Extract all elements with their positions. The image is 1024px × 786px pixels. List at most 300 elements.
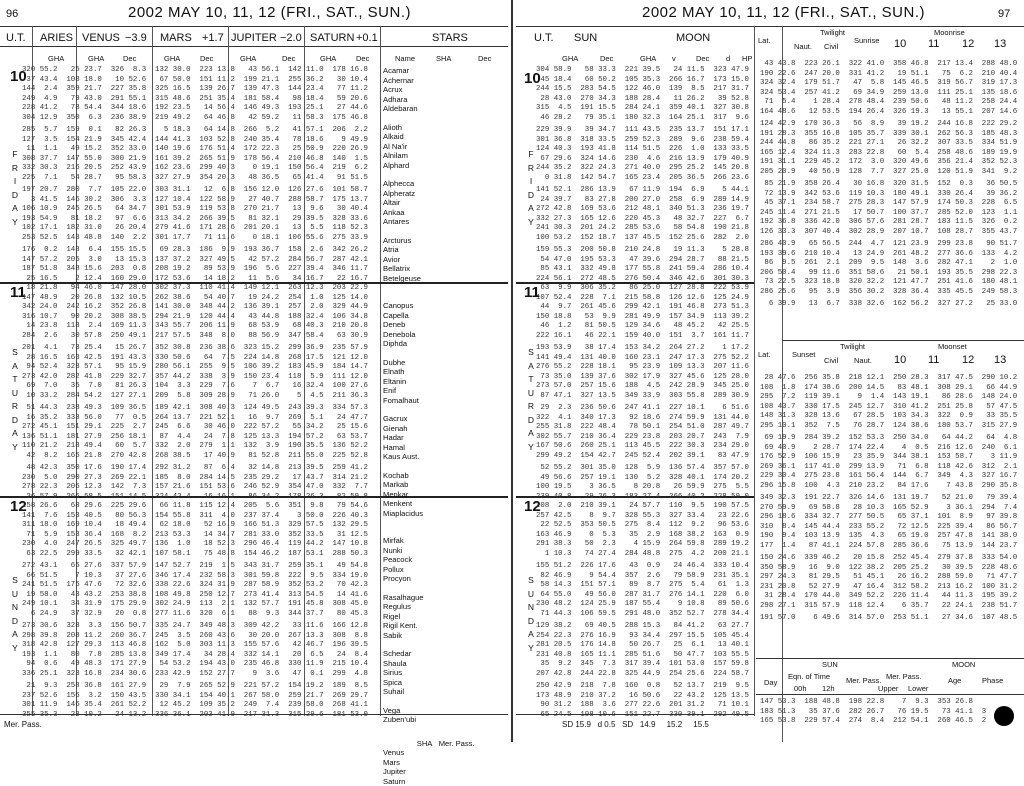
sub-aries-gha: GHA — [48, 54, 64, 63]
moonbox-upper: Upper — [878, 684, 898, 693]
table-row: 124 40.3 193 41.8 114 51.5 226 1.0 133 33.5 — [536, 145, 754, 155]
ms-date-13: 13 — [994, 354, 1006, 366]
table-row: 147 53.3 188 48.8 198 22.8 7 9.3 353 26.8 — [760, 698, 990, 708]
table-row: 258 26.6 68 29.6 225 29.6 66 11.8 115 12.4 205 5.6 351 9.8 79 54.6 — [22, 502, 380, 512]
planet-name: Jupiter — [383, 767, 505, 777]
table-row: 244 15.5 283 54.5 122 46.0 139 8.5 217 31.7 — [536, 85, 754, 95]
table-row: 19 58.0 43 43.2 253 38.8 108 49.8 250 12.7 273 41.4 313 54.5 14 41.6 — [22, 591, 380, 601]
star-name: Nunki — [383, 546, 505, 556]
sub-jup-dec: Dec — [282, 54, 295, 63]
table-row: 90 31.2 188 3.6 277 22.6 201 31.2 71 10.1 — [536, 701, 754, 711]
r-sub-dec: Dec — [600, 54, 613, 63]
table-row: 349 32.3 191 22.7 326 14.6 131 19.7 52 21.0 79 39.4 — [760, 494, 1022, 504]
table-row: 269 36.1 117 41.0 299 13.9 71 6.8 118 42.6 312 2.1 — [760, 463, 1022, 473]
table-row: 0 31.8 142 54.7 165 23.4 205 36.5 266 23.6 — [536, 174, 754, 184]
table-row: 63 22.5 299 33.5 32 42.1 107 58.1 75 48.8 154 46.2 187 53.1 288 50.3 — [22, 550, 380, 560]
r-footer-sd: SD 15.9 d 0.5 SD 14.9 15.2 15.5 — [562, 720, 709, 729]
col-aries: ARIES — [40, 32, 73, 44]
table-row: 241 51.5 175 47.6 72 32.6 338 22.6 324 31.9 287 58.9 352 53.2 70 42.3 — [22, 581, 380, 591]
sub-sat-dec: Dec — [356, 54, 369, 63]
table-row: 48 42.3 350 17.6 190 17.4 292 31.2 87 6.4 32 14.8 213 39.5 259 41.2 — [22, 464, 380, 474]
left-page-number: 96 — [6, 8, 18, 20]
sunbox-12h: 12h — [822, 684, 835, 693]
table-row: 190 9.4 103 13.9 135 4.3 65 19.0 257 47.8 141 38.0 — [760, 532, 1022, 542]
table-row: 64 55.0 49 56.0 287 31.7 276 14.1 220 6.0 — [536, 591, 754, 601]
table-row: 298 39.8 208 11.2 260 36.7 245 3.5 260 43.6 30 20.0 267 13.3 308 8.8 — [22, 632, 380, 642]
table-row: 6 24.9 37 32.9 20 0.8 277 11.6 320 6.1 88 9.3 344 37.7 80 45.3 — [22, 610, 380, 620]
col-venus: VENUS — [82, 32, 120, 44]
star-name: Miaplacidus — [383, 509, 505, 519]
sunbox-00h: 00h — [794, 684, 807, 693]
star-name: Gacrux — [383, 414, 505, 424]
r-sub-gha: GHA — [562, 54, 578, 63]
table-row: 25 16.5 2 12.4 160 29.0 172 53.6 14 18.2 11 5.6 34 16.7 22 16.7 — [22, 275, 380, 285]
sunbox-eqn: Eqn. of Time — [788, 672, 830, 681]
table-row: 31 28.4 170 44.0 349 52.2 226 11.4 44 11.3 195 39.2 — [760, 592, 1022, 602]
table-row: 42 8.2 165 21.8 270 42.8 268 38.5 17 40.9 81 52.8 211 55.0 225 52.8 — [22, 452, 380, 462]
table-row: 163 46.9 0 5.3 35 2.9 168 38.2 163 0.9 — [536, 531, 754, 541]
table-row: 286 40.9 65 56.5 244 4.7 121 23.9 299 23.8 90 51.7 — [760, 240, 1022, 250]
sub-jup-gha: GHA — [240, 54, 256, 63]
col-saturn-mag: +0.1 — [356, 32, 378, 44]
right-page-number: 97 — [998, 8, 1010, 20]
table-row: 43 43.8 223 26.1 322 41.0 358 46.8 217 13.4 288 48.0 — [760, 60, 1022, 70]
planet-name: Venus — [383, 748, 505, 758]
table-row: 230 5.0 290 27.3 269 22.1 185 8.0 284 14.5 235 29.2 17 43.7 314 21.2 — [22, 474, 380, 484]
star-name: Diphda — [383, 339, 505, 349]
table-row: 14 23.8 118 2.4 169 11.3 343 55.7 206 11.9 68 53.9 68 40.3 210 20.8 — [22, 322, 380, 332]
table-row: 296 15.8 100 4.3 210 23.2 84 17.6 7 43.8 290 35.8 — [760, 482, 1022, 492]
table-row: 255 31.8 222 48.4 78 50.1 254 51.0 287 49.7 — [536, 423, 754, 433]
table-row: 183 51.3 35 37.6 282 26.7 76 19.5 73 41.1 3 — [760, 708, 990, 718]
star-name: Alphecca — [383, 179, 505, 189]
star-name: Dubhe — [383, 358, 505, 368]
table-row: 100 53.2 152 18.7 137 45.5 152 25.6 282 2.0 — [536, 234, 754, 244]
moonbox-merpass: Mer. Pass. — [886, 672, 921, 681]
table-row: 273 57.0 257 15.6 188 4.5 242 28.9 345 25.0 — [536, 382, 754, 392]
star-name: Alphard — [383, 161, 505, 171]
star-name: Al Na'ir — [383, 142, 505, 152]
star-name: Denebola — [383, 330, 505, 340]
table-row: 239 40.8 29 26.3 183 27.4 266 40.2 228 59.0 — [536, 493, 754, 503]
tw-moonrise: Moonrise — [934, 28, 965, 37]
table-row: 249 10.1 34 31.9 175 29.9 302 24.9 113 2.1 132 57.7 191 45.8 308 45.0 — [22, 600, 380, 610]
tw2-lat: Lat. — [758, 350, 771, 359]
table-row: 193 54.9 81 18.2 97 6.6 313 34.2 266 39.5 81 32.1 29 39.5 328 33.6 — [22, 215, 380, 225]
left-ephemeris-table — [22, 66, 380, 712]
table-row: 176 0.2 148 6.4 155 15.5 69 28.3 186 9.9 193 36.7 158 2.6 342 26.2 — [22, 246, 380, 256]
table-row: 71 5.4 1 28.4 278 48.4 239 50.6 48 11.2 258 24.4 — [760, 98, 1022, 108]
table-row: 286 25.6 95 3.9 356 30.2 328 36.4 335 45.5 249 58.3 — [760, 288, 1022, 298]
sub-sat-gha: GHA — [320, 54, 336, 63]
col-venus-mag: −3.9 — [125, 32, 147, 44]
page-gutter — [511, 0, 513, 742]
table-row: 192 36.8 336 42.0 306 57.6 281 28.7 183 11.5 326 0.2 — [760, 218, 1022, 228]
table-row: 22 52.5 353 50.5 275 8.4 112 9.2 96 53.6 — [536, 521, 754, 531]
table-row: 298 27.1 315 57.9 118 12.4 6 35.7 22 24.1 238 51.7 — [760, 602, 1022, 612]
table-row: 350 58.9 16 9.0 122 38.2 205 25.2 30 39.5 228 48.6 — [760, 564, 1022, 574]
table-row: 176 52.9 106 15.9 23 35.9 344 38.1 153 58.7 3 11.9 — [760, 453, 1022, 463]
table-row: 46 1.2 81 50.5 129 34.6 48 45.2 42 25.5 — [536, 322, 754, 332]
star-name: Spica — [383, 678, 505, 688]
moonbox-age: Age — [948, 676, 961, 685]
table-row: 231 20.8 52 27.9 47 16.4 312 58.2 213 16.2 100 31.2 — [760, 583, 1022, 593]
star-name: Shaula — [383, 659, 505, 669]
table-row: 332 30.3 216 20.5 252 43.9 162 23.6 299 40.3 0 19.1 150 56.4 219 6.2 — [22, 164, 380, 174]
table-row: 35 9.2 345 7.3 317 39.4 101 53.0 157 59.8 — [536, 660, 754, 670]
table-row: 301 36.8 318 33.5 259 52.3 289 9.6 238 59.4 — [536, 136, 754, 146]
table-row: 230 48.2 124 25.9 187 55.4 9 10.8 89 50.6 — [536, 600, 754, 610]
star-name: Markab — [383, 480, 505, 490]
day-12-name: S U N D A Y — [10, 574, 20, 655]
table-row: 46 28.2 79 35.1 180 32.3 164 25.1 317 9.6 — [536, 114, 754, 124]
r-day-11-label: 11 — [524, 284, 540, 301]
day-11-label: 11 — [10, 284, 26, 301]
table-row: 167 50.6 260 25.1 113 45.5 222 30.3 234 29.0 — [536, 442, 754, 452]
star-name: Ankaa — [383, 208, 505, 218]
table-row: 108 1.8 174 38.6 200 14.5 83 48.1 308 29.1 66 44.9 — [760, 384, 1022, 394]
sub-venus-gha: GHA — [88, 54, 104, 63]
table-row: 272 42.8 169 53.6 212 48.1 340 51.3 236 19.7 — [536, 205, 754, 215]
table-row: 285 5.7 159 0.1 82 26.3 5 18.3 64 14.8 266 5.2 41 57.1 206 2.2 — [22, 126, 380, 136]
table-row: 193 1.1 80 7.8 285 13.8 349 17.4 34 28.4 332 14.1 20 6.5 24 8.4 — [22, 651, 380, 661]
table-row: 26 57.9 266 58.5 151 14.5 324 42.4 16 16.1 86 34.2 178 26.3 82 59.8 — [22, 493, 380, 503]
table-row: 295 10.1 352 7.5 76 28.7 124 38.6 180 53.7 315 27.9 — [760, 422, 1022, 432]
ms-date-12: 12 — [962, 354, 974, 366]
star-name: Rigil Kent. — [383, 621, 505, 631]
sub-mars-dec: Dec — [200, 54, 213, 63]
r-day-11-name: S A T U R D A Y — [526, 346, 536, 454]
sunbox-title: SUN — [822, 660, 838, 669]
table-row: 250 42.9 218 7.8 160 0.8 52 13.7 219 9.5 — [536, 682, 754, 692]
table-row: 322 4.1 340 17.3 92 18.6 274 59.9 131 44.0 — [536, 414, 754, 424]
tw2-naut: Naut. — [854, 356, 872, 365]
r-col-ut: U.T. — [534, 32, 554, 44]
r-sub-d: d — [726, 54, 730, 63]
star-name: Hadar — [383, 433, 505, 443]
table-row: 222 16.1 46 22.1 159 40.0 151 3.7 161 11.7 — [536, 332, 754, 342]
table-row: 52 55.2 301 35.0 128 5.9 136 57.4 357 57.0 — [536, 464, 754, 474]
star-name: Schedar — [383, 649, 505, 659]
table-row: 107 52.4 228 7.1 215 58.8 126 12.6 125 24.9 — [536, 294, 754, 304]
left-mer-pass: Mer. Pass. — [4, 720, 42, 729]
table-row: 6 39.9 13 6.7 338 32.6 162 56.2 327 27.2 25 33.0 — [760, 300, 1022, 310]
left-page-title: 2002 MAY 10, 11, 12 (FRI., SAT., SUN.) — [128, 4, 411, 21]
table-row: 73 35.0 139 37.6 302 17.9 327 45.6 125 28.0 — [536, 373, 754, 383]
tw-twilight: Twilight — [820, 28, 845, 37]
sunbox-day: Day — [764, 678, 777, 687]
star-name: Betelgeuse — [383, 274, 505, 284]
star-name: Procyon — [383, 574, 505, 584]
table-row: 244 44.8 86 35.2 221 27.1 26 32.2 307 33.5 334 51.9 — [760, 139, 1022, 149]
table-row: 127 3.5 154 21.9 345 42.4 144 41.3 103 52.8 240 35.4 78 18.6 9 49.9 — [22, 136, 380, 146]
table-row: 284 2.6 30 57.8 250 49.1 217 57.5 348 8.0 88 56.9 347 58.4 63 30.9 — [22, 332, 380, 342]
r-col-moon: MOON — [676, 32, 710, 44]
table-row: 136 51.1 181 27.9 256 18.1 87 4.4 24 7.8 125 13.3 194 57.2 63 53.7 — [22, 433, 380, 443]
star-name: Hamal — [383, 443, 505, 453]
star-name: Sabik — [383, 631, 505, 641]
tw-sunrise: Sunrise — [854, 36, 879, 45]
star-name: Atria — [383, 245, 505, 255]
table-row: 272 45.1 151 29.1 225 2.7 245 6.6 30 46.0 222 57.2 55 34.2 25 15.6 — [22, 423, 380, 433]
table-row: 165 53.8 229 57.4 274 8.4 212 54.1 260 46.5 2 — [760, 717, 990, 727]
table-row: 85 43.1 332 49.8 177 55.8 241 59.4 286 10.4 — [536, 265, 754, 275]
mr-date-12: 12 — [962, 38, 974, 50]
table-row: 237 52.6 156 3.2 150 43.5 330 34.1 154 40.1 267 58.0 259 21.7 269 29.7 — [22, 692, 380, 702]
table-row: 257 42.5 8 9.7 328 55.3 327 33.4 23 22.6 — [536, 512, 754, 522]
moonbox-phase: Phase — [982, 676, 1003, 685]
r-col-sun: SUN — [574, 32, 597, 44]
table-row: 310 8.4 145 44.4 233 55.2 72 12.5 225 39.4 86 56.7 — [760, 523, 1022, 533]
star-name: Menkar — [383, 490, 505, 500]
r-day-10-name: F R I D A Y — [526, 148, 536, 229]
table-row: 82 46.9 9 54.4 357 2.6 79 58.9 231 35.1 — [536, 572, 754, 582]
sub-star-dec: Dec — [478, 54, 491, 63]
table-row: 230 4.0 247 26.5 325 49.7 136 1.0 18 52.3 296 46.4 119 44.2 147 10.8 — [22, 540, 380, 550]
table-row: 150 24.6 339 46.2 20 15.8 252 45.4 279 37.8 333 54.0 — [760, 554, 1022, 564]
table-row: 301 11.9 146 35.4 261 52.2 12 45.2 109 35.2 249 7.4 239 58.0 268 41.1 — [22, 701, 380, 711]
table-row: 3 41.5 146 30.2 306 3.3 127 10.4 122 58.9 27 40.7 288 58.7 175 13.7 — [22, 196, 380, 206]
table-row: 197 20.7 280 7.7 105 22.0 303 31.1 12 6.8 156 12.0 126 27.6 101 58.7 — [22, 186, 380, 196]
star-name: Rasalhague — [383, 593, 505, 603]
table-row: 141 52.1 286 13.9 67 11.9 194 6.9 5 44.1 — [536, 186, 754, 196]
table-row: 44 9.7 261 45.6 299 42.1 191 46.8 273 51.3 — [536, 303, 754, 313]
table-row: 308 37.7 147 55.0 300 21.9 161 39.2 265 51.9 178 56.4 210 46.8 140 1.5 — [22, 155, 380, 165]
table-row: 58 14.3 151 57.1 89 8.7 275 5.4 61 1.3 — [536, 581, 754, 591]
star-name: Menkent — [383, 499, 505, 509]
table-row: 229 39.9 39 34.7 111 43.5 235 13.7 151 17.1 — [536, 126, 754, 136]
table-row: 150 18.8 53 9.9 281 49.9 157 34.9 113 39.2 — [536, 313, 754, 323]
r-sub-hp: HP — [742, 54, 752, 63]
table-row: 100 19.5 3 36.5 8 20.8 26 59.9 275 5.5 — [536, 483, 754, 493]
mr-date-11: 11 — [928, 38, 939, 50]
table-row: 296 18.6 334 32.7 277 50.5 65 37.1 101 8.9 97 39.8 — [760, 513, 1022, 523]
sub-star-sha: SHA — [436, 54, 451, 63]
table-row: 193 39.6 210 10.4 13 24.9 261 48.2 277 36.6 133 4.2 — [760, 250, 1022, 260]
tw2-civil: Civil — [824, 356, 838, 365]
star-name: Gienah — [383, 424, 505, 434]
star-name: Peacock — [383, 555, 505, 565]
left-page — [0, 0, 508, 742]
table-row: 241 30.3 201 24.2 285 53.6 58 54.8 190 21.8 — [536, 224, 754, 234]
table-row: 1 10.3 74 27.4 284 48.8 275 4.2 200 21.1 — [536, 550, 754, 560]
tw-civil: Civil — [824, 42, 838, 51]
table-row: 67 29.6 324 14.6 230 4.6 216 13.9 179 40.9 — [536, 155, 754, 165]
table-row: 272 43.1 65 27.6 337 57.9 147 52.7 219 1.5 343 31.7 259 35.1 49 54.8 — [22, 562, 380, 572]
table-row: 278 22.3 206 12.3 142 7.3 157 21.6 151 53.6 246 52.9 354 47.0 332 7.7 — [22, 483, 380, 493]
star-name: Mirfak — [383, 536, 505, 546]
table-row: 129 38.2 69 40.5 288 15.3 84 41.2 63 27.7 — [536, 622, 754, 632]
table-row: 273 30.6 328 3.3 156 50.7 335 24.7 349 48.3 309 42.2 33 11.6 166 12.8 — [22, 622, 380, 632]
table-row: 320 55.2 25 23.7 326 8.3 132 30.0 223 13.8 43 56.1 142 11.0 178 16.8 — [22, 66, 380, 76]
star-name: Kochab — [383, 471, 505, 481]
col-stars: STARS — [432, 32, 468, 44]
table-row: 318 42.8 127 29.3 113 46.8 162 5.0 303 11.3 155 57.6 42 46.7 196 39.5 — [22, 641, 380, 651]
star-name: Adhara — [383, 95, 505, 105]
table-row: 207 42.8 244 22.8 325 44.9 254 25.6 224 58.7 — [536, 670, 754, 680]
star-name: Antares — [383, 217, 505, 227]
table-row: 245 11.4 271 21.5 17 50.7 100 37.7 285 52.0 123 1.1 — [760, 209, 1022, 219]
table-row: 144 2.4 359 21.7 227 35.8 325 16.5 139 26.7 139 47.3 144 23.4 77 11.2 — [22, 85, 380, 95]
table-row: 110 21.2 218 49.4 60 5.7 332 2.0 279 1.1 132 3.9 190 35.5 136 52.2 — [22, 442, 380, 452]
day-12-label: 12 — [10, 498, 27, 515]
table-row: 28 16.5 163 42.5 191 43.3 330 50.6 64 7.5 224 14.8 268 17.5 121 12.0 — [22, 354, 380, 364]
table-row: 193 53.9 38 17.4 153 34.2 264 27.2 1 17.2 — [536, 344, 754, 354]
sunbox-merpass: Mer. Pass. — [846, 676, 881, 685]
table-row: 66 51.5 7 10.3 37 27.6 346 17.4 232 58.3 301 59.8 222 9.5 334 19.0 — [22, 572, 380, 582]
star-name: Suhail — [383, 687, 505, 697]
star-list — [383, 66, 505, 706]
sub-mars-gha: GHA — [164, 54, 180, 63]
table-row: 69 19.9 284 39.2 152 53.3 250 34.0 64 44.2 64 4.8 — [760, 434, 1022, 444]
table-row: 45 18.4 60 50.2 105 35.3 266 16.7 173 15.0 — [536, 76, 754, 86]
star-name: Regulus — [383, 602, 505, 612]
table-row: 173 48.9 210 37.2 16 50.6 22 43.2 125 13.5 — [536, 692, 754, 702]
tw2-twilight: Twilight — [840, 342, 865, 351]
star-name: Altair — [383, 198, 505, 208]
r-day-10-label: 10 — [524, 70, 541, 87]
table-row: 316 10.7 90 20.2 308 38.5 294 21.9 120 44.4 43 44.8 188 32.4 106 34.8 — [22, 313, 380, 323]
table-row: 332 27.3 165 12.6 220 45.3 48 32.7 227 6.7 — [536, 215, 754, 225]
table-row: 106 10.9 245 26.5 64 34.7 301 53.9 119 53.8 270 21.7 13 9.6 30 40.4 — [22, 205, 380, 215]
col-saturn: SATURN — [310, 32, 354, 44]
star-name: Avior — [383, 255, 505, 265]
tw-naut: Naut. — [794, 42, 812, 51]
table-row: 254 22.3 276 16.9 93 34.4 297 15.5 105 45.4 — [536, 632, 754, 642]
tw2-sunset: Sunset — [792, 350, 815, 359]
table-row: 45 37.1 234 58.7 275 28.3 147 57.9 174 50.3 228 6.5 — [760, 199, 1022, 209]
table-row: 86 9.5 261 2.1 209 9.5 148 3.6 282 47.1 2 1.0 — [760, 259, 1022, 269]
mr-date-10: 10 — [894, 38, 906, 50]
star-name: Bellatrix — [383, 264, 505, 274]
table-row: 124 42.9 170 36.3 56 8.9 39 19.2 244 16.8 222 29.2 — [760, 120, 1022, 130]
star-name: Canopus — [383, 301, 505, 311]
table-row: 29 2.3 236 50.6 247 41.1 227 10.1 6 51.6 — [536, 404, 754, 414]
star-name: Alioth — [383, 123, 505, 133]
table-row: 10 33.2 284 54.2 127 27.1 209 5.8 309 28.9 71 26.0 5 4.5 211 36.3 — [22, 392, 380, 402]
table-row: 69 40.9 2 28.7 174 22.4 4 0.5 216 12.6 240 6.1 — [760, 444, 1022, 454]
star-name: Eltanin — [383, 377, 505, 387]
table-row: 72 13.9 342 53.6 119 10.3 180 49.1 330 26.4 39 36.2 — [760, 190, 1022, 200]
table-row: 187 51.8 348 15.6 203 0.8 208 19.2 89 53.9 196 5.6 227 39.4 346 11.7 — [22, 265, 380, 275]
mr-date-13: 13 — [994, 38, 1006, 50]
table-row: 37 43.4 108 18.0 10 52.6 67 50.0 151 11.2 199 21.1 255 36.2 30 10.4 — [22, 76, 380, 86]
table-row: 24 39.7 83 27.8 200 27.0 258 6.9 289 14.9 — [536, 196, 754, 206]
col-jupiter: JUPITER — [231, 32, 277, 44]
table-row: 299 49.2 154 42.7 245 52.4 202 39.1 83 47.9 — [536, 452, 754, 462]
table-row: 201 4.1 73 25.4 15 26.7 352 30.8 236 38.6 323 15.2 299 36.9 235 57.9 — [22, 344, 380, 354]
table-row: 159 55.3 200 50.8 210 24.8 19 11.3 5 28.8 — [536, 246, 754, 256]
r-sub-moon-dec: Dec — [696, 54, 709, 63]
tw-lat: Lat. — [758, 36, 771, 45]
table-row: 191 57.0 6 49.6 314 57.0 253 51.1 27 34.6 107 48.5 — [760, 614, 1022, 624]
table-row: 94 0.6 49 48.3 171 27.9 54 53.2 194 43.0 235 46.8 330 11.9 215 10.4 — [22, 660, 380, 670]
table-row: 304 12.9 350 6.3 236 38.9 219 49.2 64 46.8 42 59.2 11 58.3 175 46.8 — [22, 114, 380, 124]
table-row: 324 32.4 179 51.7 47 5.8 145 46.5 319 56.7 319 17.3 — [760, 79, 1022, 89]
table-row: 16 35.2 333 56.0 77 0.5 264 13.7 221 52.1 16 9.7 269 5.1 24 47.7 — [22, 414, 380, 424]
col-mars-mag: +1.7 — [202, 32, 224, 44]
table-row: 302 55.7 210 36.4 229 23.8 203 20.7 243 7.9 — [536, 433, 754, 443]
table-row: 311 18.0 169 10.4 18 49.4 62 18.0 52 16.9 166 51.3 329 57.5 132 29.5 — [22, 521, 380, 531]
planet-sha-header: SHA Mer. Pass. — [383, 739, 505, 749]
table-row: 87 47.1 327 13.5 349 33.9 303 55.8 289 30.9 — [536, 392, 754, 402]
table-row: 165 12.4 324 11.3 283 22.8 60 5.4 258 48.6 189 19.9 — [760, 149, 1022, 159]
table-row: 85 21.9 358 26.4 30 16.8 320 31.5 152 0.3 36 50.5 — [760, 180, 1022, 190]
table-row: 342 24.0 242 16.2 352 26.8 141 30.0 348 44.2 136 39.1 257 2.0 329 44.9 — [22, 303, 380, 313]
day-10-name: F R I D A Y — [10, 148, 20, 229]
table-row: 155 51.2 226 17.6 43 0.9 24 46.4 333 10.4 — [536, 562, 754, 572]
sub-venus-dec: Dec — [123, 54, 136, 63]
star-name: Alnilam — [383, 151, 505, 161]
r-sub-moon-gha: GHA — [640, 54, 656, 63]
planet-name: Saturn — [383, 777, 505, 786]
table-row: 191 31.1 229 45.2 172 3.0 320 49.6 356 21.4 352 52.3 — [760, 158, 1022, 168]
table-row: 228 41.2 78 54.4 344 18.6 192 23.5 14 56.4 146 49.3 193 25.1 27 44.6 — [22, 104, 380, 114]
table-row: 51 44.3 238 49.3 109 36.5 189 42.1 308 40.3 124 49.5 243 39.3 334 57.3 — [22, 404, 380, 414]
sub-star-name: Name — [395, 54, 415, 63]
table-row: 18 21.8 94 46.0 147 28.0 302 37.3 110 41.4 149 12.1 263 12.3 203 22.9 — [22, 284, 380, 294]
table-row: 190 22.6 247 20.0 331 41.2 19 51.1 75 6.2 210 40.4 — [760, 70, 1022, 80]
table-row: 54 47.0 195 53.3 47 39.6 294 28.7 88 21.5 — [536, 256, 754, 266]
table-row: 28 47.6 256 35.8 218 12.1 250 28.3 317 47.5 290 10.2 — [760, 374, 1022, 384]
star-name: Arcturus — [383, 236, 505, 246]
star-name: Capella — [383, 311, 505, 321]
day-11-name: S A T U R D A Y — [10, 346, 20, 454]
table-row: 229 30.4 275 23.8 161 56.4 144 6.7 349 4.3 327 16.7 — [760, 472, 1022, 482]
table-row: 315 4.5 191 15.5 284 24.1 359 40.1 327 30.8 — [536, 104, 754, 114]
star-name: Enif — [383, 386, 505, 396]
table-row: 355 35.3 23 10.2 24 13.2 336 36.1 203 41.9 217 31.3 315 29.6 181 53.0 — [22, 711, 380, 721]
table-row: 65 24.5 108 10.6 151 22.7 330 39.1 292 49.5 — [536, 711, 754, 721]
star-name: Acamar — [383, 66, 505, 76]
table-row: 71 5.9 153 36.4 168 8.2 213 53.3 14 34.7 281 33.0 352 33.5 31 12.5 — [22, 531, 380, 541]
planet-name: Mars — [383, 758, 505, 768]
table-row: 270 59.9 69 58.8 28 10.3 165 52.9 3 36.1 294 7.4 — [760, 504, 1022, 514]
table-row: 276 55.2 228 18.1 95 23.9 109 13.3 207 11.6 — [536, 363, 754, 373]
star-name: Acrux — [383, 85, 505, 95]
table-row: 141 49.4 131 40.0 160 23.1 247 17.3 275 52.2 — [536, 354, 754, 364]
day-10-label: 10 — [10, 68, 27, 85]
table-row: 336 25.1 323 16.8 234 30.6 233 42.9 152 27.7 9 3.6 47 0.1 299 4.8 — [22, 670, 380, 680]
table-row: 102 17.1 182 31.0 26 20.4 279 41.6 171 28.6 201 20.1 13 5.5 118 52.3 — [22, 224, 380, 234]
table-row: 69 7.0 35 7.0 81 26.3 104 3.3 229 7.6 7 6.7 16 32.4 100 27.6 — [22, 382, 380, 392]
table-row: 28 43.0 270 34.3 188 28.4 11 26.2 39 52.8 — [536, 95, 754, 105]
table-row: 295 7.2 119 39.1 9 1.4 143 19.1 86 28.6 148 24.0 — [760, 393, 1022, 403]
star-name: Rigel — [383, 612, 505, 622]
right-page-title: 2002 MAY 10, 11, 12 (FRI., SAT., SUN.) — [642, 4, 925, 21]
tw2-moonset: Moonset — [938, 342, 967, 351]
r-sub-v: v — [672, 54, 676, 63]
table-row: 297 24.3 81 29.5 51 45.1 26 16.2 288 59.0 71 47.7 — [760, 573, 1022, 583]
r-day-12-label: 12 — [524, 498, 541, 515]
table-row: 249 4.9 79 43.0 291 55.1 315 48.6 251 35.4 181 58.4 98 18.4 59 20.6 — [22, 95, 380, 105]
table-row: 147 57.2 205 3.0 13 15.3 137 37.2 327 49.5 42 57.2 284 56.7 287 42.1 — [22, 256, 380, 266]
table-row: 94 52.4 323 57.1 95 15.9 280 56.1 255 9.5 106 39.2 183 45.9 184 14.7 — [22, 363, 380, 373]
r-day-12-name: S U N D A Y — [526, 574, 536, 655]
ms-date-11: 11 — [928, 354, 939, 366]
table-row: 208 2.0 210 39.1 24 57.7 110 9.5 190 57.5 — [536, 502, 754, 512]
sun-moon-summary — [760, 698, 990, 738]
star-name: Vega — [383, 706, 505, 716]
table-row: 11 1.1 49 15.2 352 33.0 140 19.6 176 51.4 172 22.3 25 50.9 220 26.9 — [22, 145, 380, 155]
table-row: 244 35.2 322 24.3 271 40.0 295 25.2 145 20.8 — [536, 164, 754, 174]
table-row: 324 53.4 257 41.2 69 34.9 259 13.0 111 25.1 135 18.6 — [760, 89, 1022, 99]
table-row: 126 33.3 307 40.4 302 28.9 207 10.7 108 28.7 355 43.7 — [760, 228, 1022, 238]
col-mars: MARS — [160, 32, 192, 44]
table-row: 108 43.7 330 17.5 245 12.7 310 41.2 251 25.8 57 47.5 — [760, 403, 1022, 413]
table-row: 164 48.6 12 53.5 194 26.4 326 19.3 13 55.1 207 14.6 — [760, 108, 1022, 118]
star-name: Elnath — [383, 367, 505, 377]
